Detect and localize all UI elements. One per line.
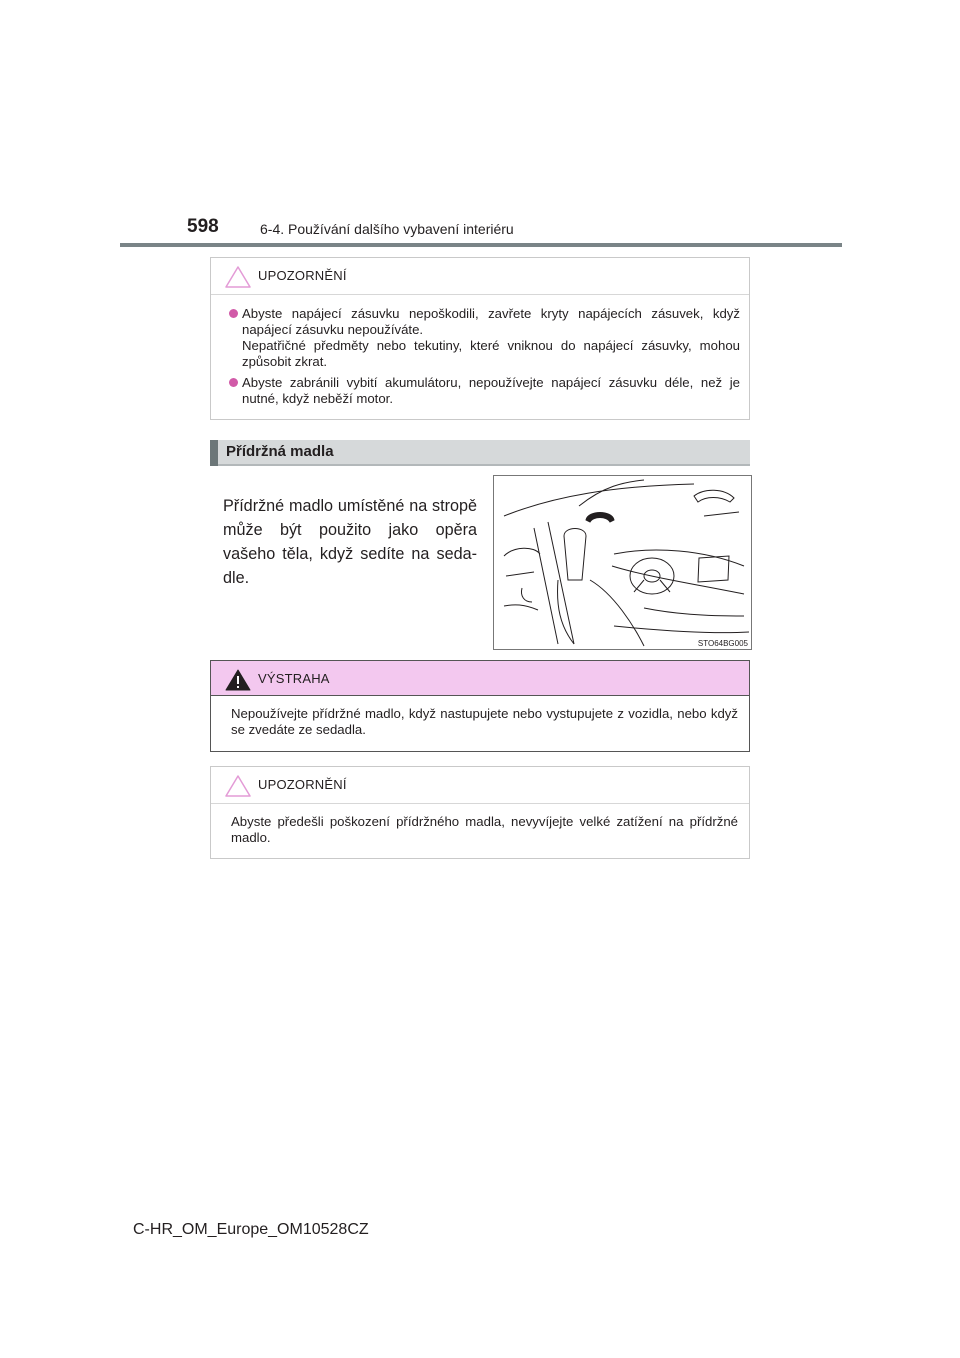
caution-bullet — [229, 306, 740, 370]
car-interior-drawing — [494, 476, 751, 649]
caution-body — [211, 804, 749, 858]
bullet-icon — [229, 309, 238, 318]
caution-triangle-icon — [225, 266, 251, 288]
caution-triangle-icon — [225, 775, 251, 797]
caution-box-top — [210, 257, 750, 420]
bullet-text: Abyste zabránili vybití akumulátoru, nepoužívejte napájecí zásuvku déle, než je nutné, když neběží motor. — [242, 375, 740, 406]
section-title: 6-4. Používání dalšího vybavení interiéru — [260, 221, 514, 237]
page-number: 598 — [187, 216, 219, 237]
heading-accent — [210, 440, 218, 466]
figure-code: STO64BG005 — [697, 639, 748, 648]
caution-body — [211, 295, 749, 419]
section-heading — [210, 440, 750, 466]
caution-header — [211, 767, 749, 804]
warning-body — [211, 696, 749, 751]
caution-text: Abyste předešli poškození přídržného madla, nevyvíjejte velké zatížení na přídržné madlo. — [231, 814, 738, 845]
warning-triangle-icon — [225, 669, 251, 691]
document-id: C-HR_OM_Europe_OM10528CZ — [133, 1221, 369, 1238]
caution-title: UPOZORNĚNÍ — [258, 777, 347, 792]
caution-bullet — [229, 375, 740, 407]
assist-grip-illustration — [493, 475, 752, 650]
warning-title: VÝSTRAHA — [258, 671, 330, 686]
intro-paragraph: Přídržné madlo umístěné na stropě může být použito jako opěra vašeho těla, když sedíte na sedadle. — [223, 497, 477, 587]
caution-title: UPOZORNĚNÍ — [258, 268, 347, 283]
bullet-text: Abyste napájecí zásuvku nepoškodili, zavřete kryty napájecích zásuvek, když napájecí zásuvku nepoužíváte. — [242, 306, 740, 337]
warning-text: Nepoužívejte přídržné madlo, když nastupujete nebo vystupujete z vozidla, nebo když se zvedáte ze sedadla. — [231, 706, 738, 737]
header-rule — [120, 243, 842, 247]
section-heading-text: Přídržná madla — [226, 443, 334, 460]
bullet-icon — [229, 378, 238, 387]
caution-header — [211, 258, 749, 295]
warning-header — [211, 661, 749, 696]
warning-box — [210, 660, 750, 752]
caution-box-bottom — [210, 766, 750, 859]
bullet-text: Nepatřičné předměty nebo tekutiny, které vniknou do napájecí zásuvky, mohou způsobit zkrat. — [242, 338, 740, 369]
